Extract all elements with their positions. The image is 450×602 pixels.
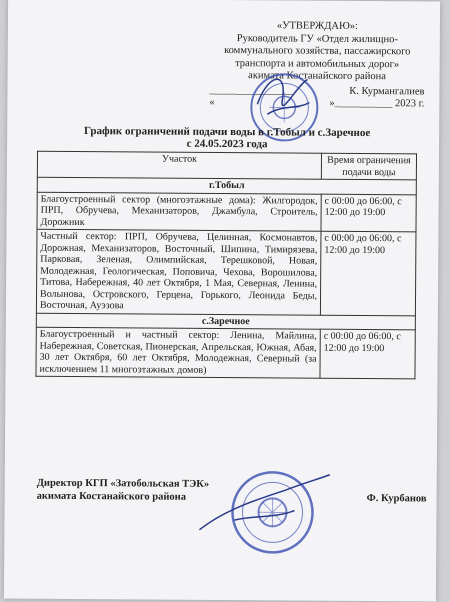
schedule-table [35, 151, 417, 380]
title-line-2: с 24.05.2023 года [186, 137, 268, 151]
footer-signer: Ф. Курбанов [366, 493, 427, 505]
title-line-1: График ограничений подачи воды в г.Тобыл и с.Заречное [84, 125, 371, 140]
date-open: « [209, 96, 215, 108]
area-cell: Благоустроенный и частный сектор: Ленина, Майлина, Набережная, Советская, Пионерская, Апрельская, Южная, Абая, 30 лет Октября, 60 лет Октября, Молодежная, Северный (за исключением 11 многоэтажных домов) [36, 327, 320, 378]
area-cell: Благоустроенный сектор (многоэтажные дома): Жилгородок, ПРП, Обручева, Механизаторов, Джамбула, Строитель, Дорожник [37, 192, 321, 231]
header-area: Участок [37, 151, 321, 179]
time-cell: с 00:00 до 06:00, с 12:00 до 19:00 [321, 194, 416, 232]
approval-heading: «УТВЕРЖДАЮ»: [276, 20, 358, 32]
footer-line-2: акимата Костанайского района [36, 490, 187, 503]
time-cell: с 00:00 до 06:00, с 12:00 до 19:00 [320, 231, 416, 315]
approval-line: акимата Костанайского района [248, 70, 386, 83]
approval-line: коммунального хозяйства, пассажирского [224, 45, 411, 58]
date-blank: »___________ 2023 г. [329, 97, 425, 110]
approval-signer: К. Курмангалиев [349, 85, 425, 97]
table-row [36, 229, 416, 315]
signature-bottom [194, 470, 334, 541]
header-time: Время ограничения подачи воды [321, 153, 416, 180]
table-row [37, 192, 416, 232]
approval-line: Руководитель ГУ «Отдел жилищно- [236, 32, 398, 45]
signature-line: ________________ [209, 84, 294, 96]
footer-line-1: Директор КГП «Затобольская ТЭК» [36, 477, 210, 490]
document-title [47, 125, 407, 152]
signature-top [247, 64, 317, 134]
area-cell: Частный сектор: ПРП, Обручева, Целинная, Космонавтов, Дорожная, Механизаторов, Восточный, Шипина, Тимирязева, Парковая, Зеленая, Олимпийская, Терешковой, Новая, Молодежная, Геологическая, Поповича, Чехова, Ворошилова, Титова, Набережная, 40 лет Октября, 1 Мая, Северная, Ленина, Волынова, Островского, Герцена, Горького, Леонида Беды, Восточная, Ауэзова [36, 229, 321, 314]
table-row [36, 327, 415, 379]
section-name: г.Тобыл [37, 177, 416, 194]
approval-line: транспорта и автомобильных дорог» [235, 57, 400, 70]
document-page [4, 0, 440, 602]
section-name: с.Заречное [36, 313, 415, 330]
time-cell: с 00:00 до 06:00, с 12:00 до 19:00 [320, 329, 415, 379]
table-header-row [37, 151, 416, 180]
